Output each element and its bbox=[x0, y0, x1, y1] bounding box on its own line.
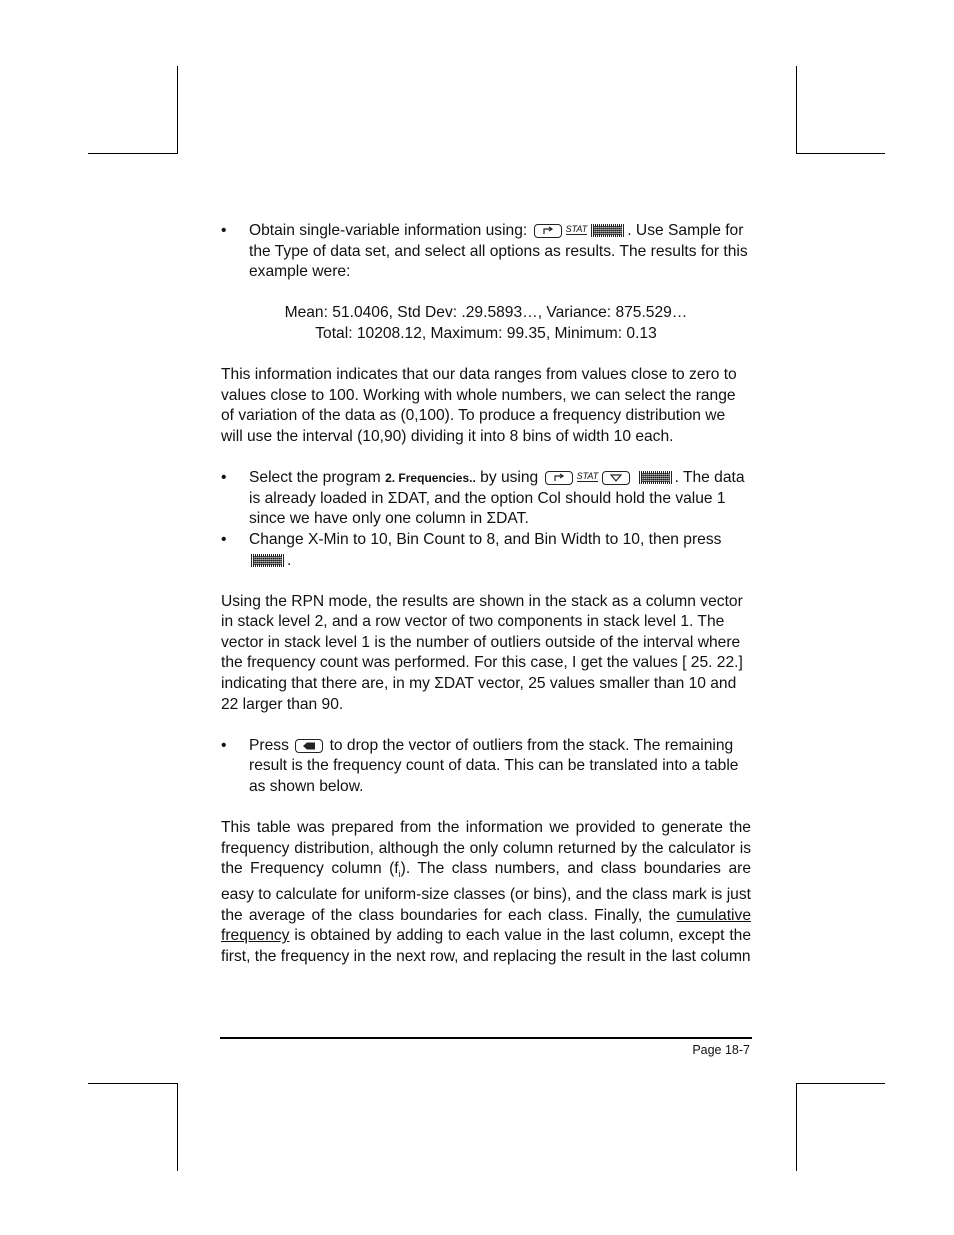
bullet-text: Change X-Min to 10, Bin Count to 8, and Bin Width to 10, then press bbox=[249, 530, 722, 548]
footer-rule bbox=[220, 1037, 752, 1039]
paragraph-text: is obtained by adding to each value in the last column, except the first, the frequency in the next row, and replacing the result in the last column bbox=[221, 927, 751, 965]
page-body bbox=[221, 221, 751, 967]
ok-softkey-icon bbox=[251, 554, 285, 567]
crop-mark bbox=[797, 1083, 885, 1084]
right-shift-key-icon bbox=[534, 224, 562, 238]
bullet-dot: • bbox=[221, 530, 227, 548]
crop-mark bbox=[88, 1083, 177, 1084]
paragraph-text: ). The class numbers, and class boundaries are easy to calculate for uniform-size classes (or bins), and the class mark is just the average of the class boundaries for each class. Finally, the bbox=[221, 860, 751, 924]
backspace-key-icon bbox=[295, 739, 323, 753]
results-line: Mean: 51.0406, Std Dev: .29.5893…, Variance: 875.529… bbox=[284, 304, 688, 322]
menu-item-name: 2. Frequencies.. bbox=[385, 471, 476, 486]
bullet-dot: • bbox=[221, 736, 227, 754]
bullet-text: . The data is already loaded in ΣDAT, and the option Col should hold the value 1 since we have only one column in ΣDAT. bbox=[249, 469, 745, 528]
stat-key-label: STAT bbox=[565, 224, 588, 234]
ok-softkey-icon bbox=[639, 471, 673, 484]
crop-mark bbox=[177, 1083, 178, 1171]
bullet-change-settings bbox=[221, 530, 751, 571]
bullet-text: Obtain single-variable information using: bbox=[249, 222, 528, 239]
stat-key-label: STAT bbox=[576, 471, 599, 482]
crop-mark bbox=[796, 1083, 797, 1171]
bullet-dot: • bbox=[221, 469, 227, 487]
bullet-text: . Use Sample for the Type of data set, and select all options as results. The results for this example were: bbox=[249, 222, 748, 281]
down-arrow-key-icon bbox=[602, 471, 630, 485]
crop-mark bbox=[797, 153, 885, 154]
results-line: Total: 10208.12, Maximum: 99.35, Minimum: 0.13 bbox=[315, 324, 657, 342]
bullet-text: . bbox=[287, 551, 292, 569]
subscript: i bbox=[398, 869, 401, 880]
crop-mark bbox=[88, 153, 177, 154]
ok-softkey-icon bbox=[591, 224, 625, 237]
bullet-select-program bbox=[221, 468, 751, 530]
bullet-text: to drop the vector of outliers from the stack. The remaining result is the frequency count of data. This can be translated into a table as shown below. bbox=[249, 736, 739, 796]
underlined-term: cumulative frequency bbox=[221, 906, 751, 945]
crop-mark bbox=[796, 66, 797, 154]
crop-mark bbox=[177, 66, 178, 154]
bullet-press-drop bbox=[221, 736, 751, 798]
bullet-single-variable bbox=[221, 221, 751, 283]
bullet-text: Press bbox=[249, 736, 289, 754]
page-number: Page 18-7 bbox=[692, 1043, 750, 1057]
bullet-text: by using bbox=[480, 469, 539, 487]
paragraph bbox=[221, 818, 751, 967]
right-shift-key-icon bbox=[545, 471, 573, 485]
bullet-dot: • bbox=[221, 222, 227, 239]
bullet-text: Select the program bbox=[249, 469, 381, 487]
paragraph-text: This table was prepared from the information we provided to generate the frequency distribution, although the only column returned by the calculator is the Frequency column (f bbox=[221, 819, 751, 878]
paragraph: Using the RPN mode, the results are shown in the stack as a column vector in stack level 2, and a row vector of two components in stack level 1. The vector in stack level 1 is the number of outliers outside of the interval where the frequency count was performed. For this case, I get the values [ 25. 22.] indicating that there are, in my ΣDAT vector, 25 values smaller than 10 and 22 larger than 90. bbox=[221, 592, 743, 713]
paragraph: This information indicates that our data ranges from values close to zero to values close to 100. Working with whole numbers, we can select the range of variation of the data as (0,100). To produce a frequency distribution we will use the interval (10,90) dividing it into 8 bins of width 10 each. bbox=[221, 366, 737, 445]
